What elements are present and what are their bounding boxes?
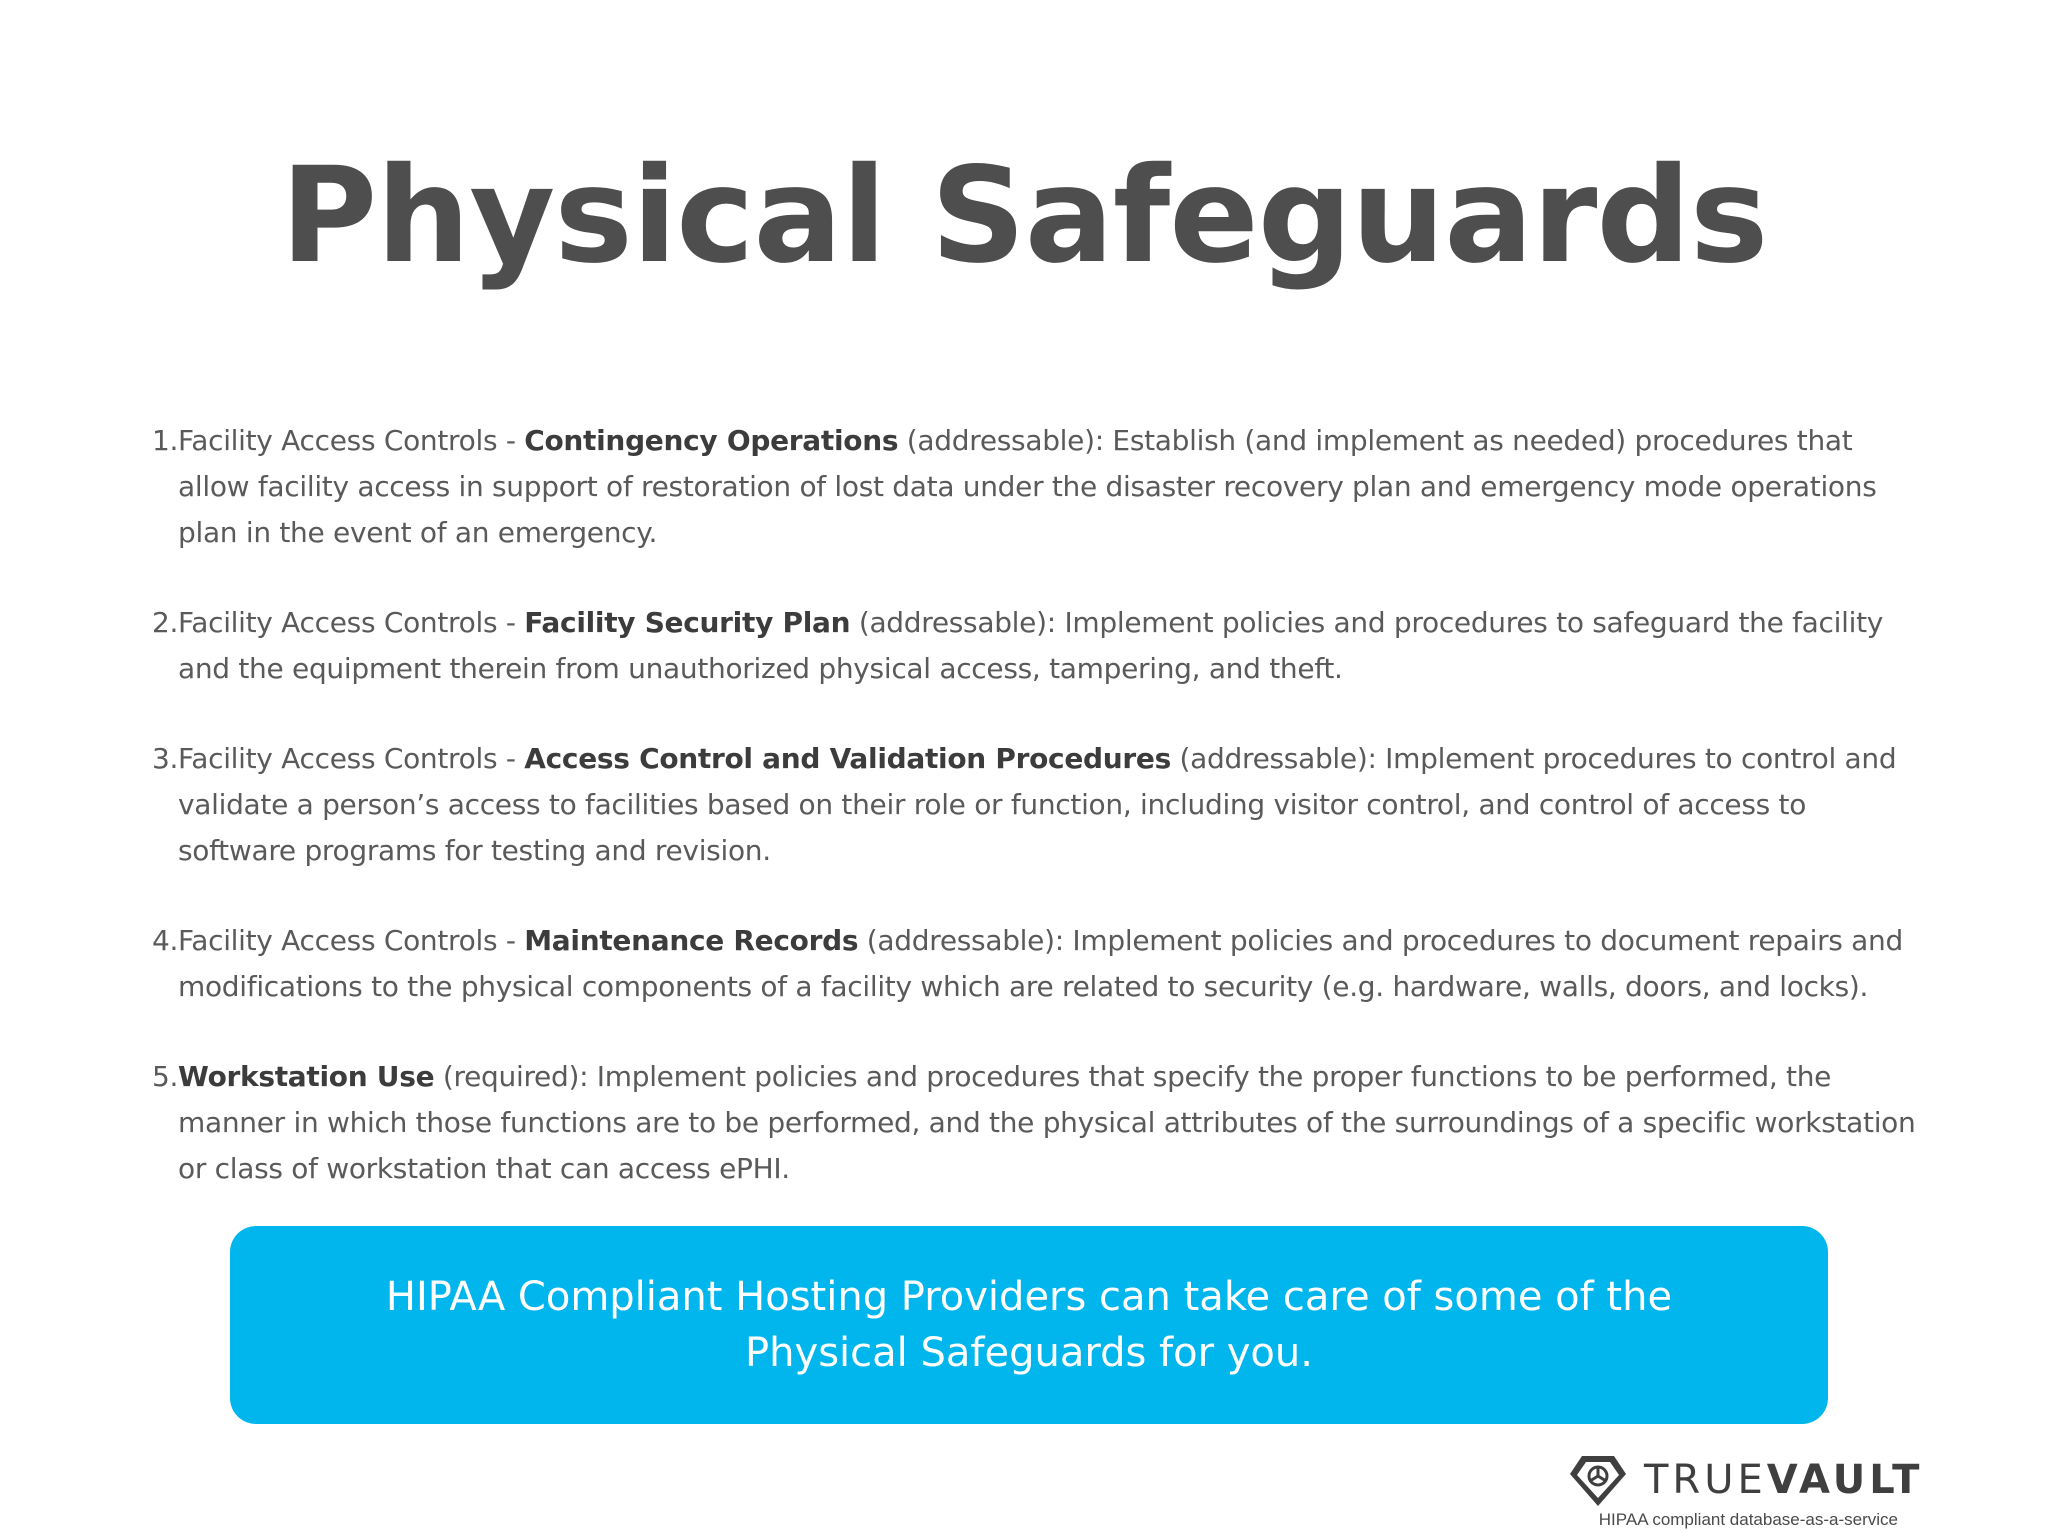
slide-title: Physical Safeguards <box>280 139 1768 293</box>
item-heading: Workstation Use <box>178 1060 435 1093</box>
item-prefix: Facility Access Controls - <box>178 924 525 957</box>
item-prefix: Facility Access Controls - <box>178 424 525 457</box>
item-body: (addressable): Establish (and implement as needed) procedures that allow facility access in support of restoration of lost data under the disaster recovery plan and emergency mode operations plan in the event of an emergency. <box>178 424 1877 549</box>
list-item <box>152 1054 1922 1192</box>
brand-footer <box>1568 1452 1924 1532</box>
brand-tagline: HIPAA compliant database-as-a-service <box>1598 1510 1898 1529</box>
brand-name-light: TRUE <box>1644 1457 1767 1503</box>
item-number: 2. <box>152 606 179 639</box>
list-item <box>152 918 1922 1010</box>
item-number: 5. <box>152 1060 179 1093</box>
item-body: (required): Implement policies and procedures that specify the proper functions to be performed, the manner in which those functions are to be performed, and the physical attributes of the surroundings of a specific workstation or class of workstation that can access ePHI. <box>178 1060 1916 1185</box>
list-item <box>152 736 1922 874</box>
safeguards-list <box>152 418 1922 1192</box>
item-body: (addressable): Implement policies and procedures to document repairs and modifications to the physical components of a facility which are related to security (e.g. hardware, walls, doors, and locks). <box>178 924 1903 1003</box>
item-number: 1. <box>152 424 179 457</box>
item-body: (addressable): Implement procedures to control and validate a person’s access to facilities based on their role or function, including visitor control, and control of access to software programs for testing and revision. <box>178 742 1897 867</box>
item-heading: Access Control and Validation Procedures <box>524 742 1171 775</box>
item-prefix: Facility Access Controls - <box>178 742 525 775</box>
brand-name <box>1644 1456 1923 1504</box>
item-number: 3. <box>152 742 179 775</box>
callout-box <box>230 1226 1828 1424</box>
item-prefix: Facility Access Controls - <box>178 606 525 639</box>
item-heading: Contingency Operations <box>524 424 899 457</box>
truevault-shield-logo-icon <box>1568 1452 1628 1508</box>
brand-name-bold: VAULT <box>1766 1457 1924 1503</box>
item-body: (addressable): Implement policies and procedures to safeguard the facility and the equipment therein from unauthorized physical access, tampering, and theft. <box>178 606 1884 685</box>
item-number: 4. <box>152 924 179 957</box>
callout-text: HIPAA Compliant Hosting Providers can take care of some of the Physical Safeguards for you. <box>385 1274 1673 1376</box>
item-heading: Facility Security Plan <box>524 606 851 639</box>
item-heading: Maintenance Records <box>524 924 859 957</box>
list-item <box>152 600 1922 692</box>
list-item <box>152 418 1922 556</box>
